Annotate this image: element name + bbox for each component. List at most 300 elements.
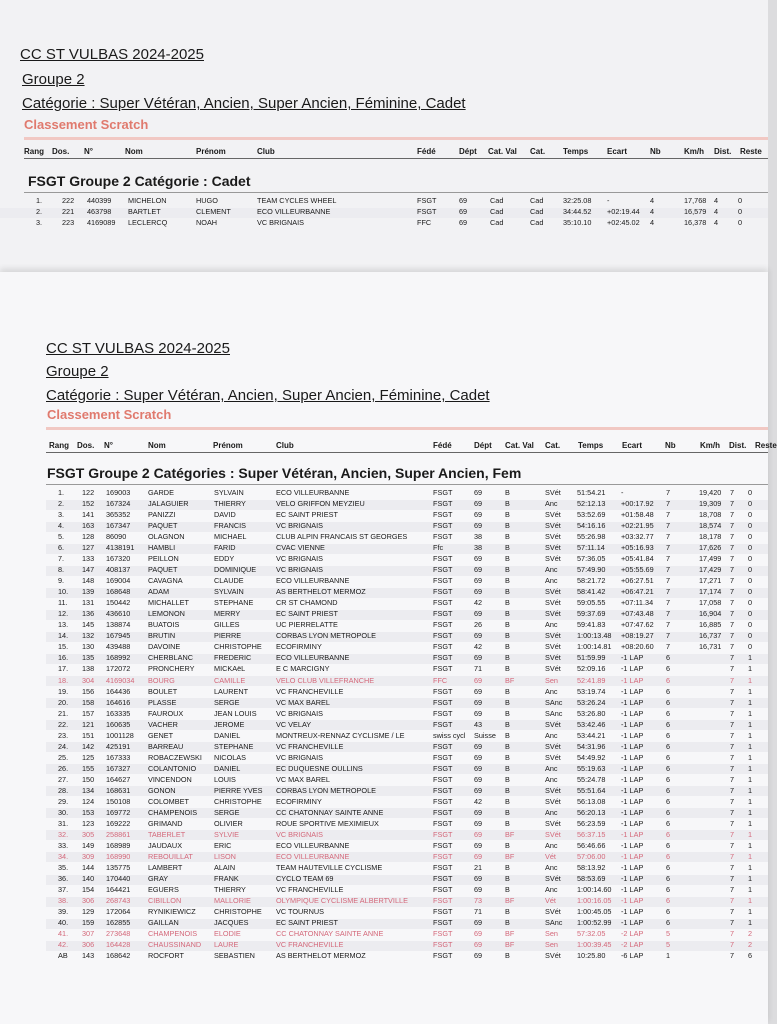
table-cell: VC BRIGNAIS <box>276 521 324 531</box>
table-cell: MICHALLET <box>148 598 189 608</box>
section-title: FSGT Groupe 2 Catégorie : Cadet <box>28 173 251 189</box>
table-cell: GILLES <box>214 620 240 630</box>
table-cell: E C MARCIGNY <box>276 664 330 674</box>
table-cell: FSGT <box>433 752 453 762</box>
table-cell: 365352 <box>106 510 131 520</box>
table-cell: 69 <box>474 587 483 597</box>
table-cell: 16,579 <box>684 207 707 216</box>
table-cell: 6 <box>666 829 671 839</box>
table-cell: B <box>505 752 510 762</box>
table-cell: ROCFORT <box>148 951 184 961</box>
table-cell: 221 <box>62 207 75 216</box>
table-cell: 139 <box>82 587 95 597</box>
table-cell: 169003 <box>106 488 131 497</box>
table-cell: 1. <box>58 488 65 497</box>
sheet-title: CC ST VULBAS 2024-2025 <box>20 46 204 63</box>
table-cell: 58:21.72 <box>577 576 606 586</box>
column-header: Cat. Val <box>488 147 517 156</box>
table-cell: BOURG <box>148 675 175 685</box>
table-cell: 0 <box>738 218 743 227</box>
table-cell: 1 <box>748 851 753 861</box>
table-cell: CC CHATONNAY SAINTE ANNE <box>276 929 384 939</box>
table-cell: CLEMENT <box>196 207 231 216</box>
table-cell: +08:19.27 <box>621 631 654 641</box>
table-cell: 7 <box>730 653 735 663</box>
table-cell: ALAIN <box>214 863 236 873</box>
table-cell: 306 <box>82 940 95 950</box>
table-cell: 7 <box>666 587 671 597</box>
table-cell: 57:36.05 <box>577 554 606 564</box>
table-cell: 0 <box>748 510 753 520</box>
table-cell: 7 <box>730 510 735 520</box>
table-cell: 39. <box>58 907 69 917</box>
table-cell: 16,904 <box>699 609 722 619</box>
table-cell: SVét <box>545 907 561 917</box>
table-cell: 6 <box>666 752 671 762</box>
table-cell: SYLVAIN <box>214 587 244 597</box>
column-header: Cat. <box>545 441 561 450</box>
table-cell: -1 LAP <box>621 697 644 707</box>
table-row <box>0 565 768 576</box>
table-cell: 4. <box>58 521 65 531</box>
table-cell: 6 <box>748 951 753 961</box>
table-cell: 1 <box>748 686 753 696</box>
table-cell: 0 <box>748 565 753 575</box>
table-cell: 144 <box>82 863 95 873</box>
table-cell: SYLVAIN <box>214 488 244 497</box>
table-cell: 36. <box>58 874 69 884</box>
table-cell: CC CHATONNAY SAINTE ANNE <box>276 807 384 817</box>
table-cell: EC SAINT PRIEST <box>276 609 338 619</box>
table-cell: 69 <box>474 697 483 707</box>
table-cell: B <box>505 719 510 729</box>
table-cell: B <box>505 664 510 674</box>
table-cell: 7 <box>730 818 735 828</box>
column-header: Dos. <box>77 441 95 450</box>
table-cell: SVét <box>545 752 561 762</box>
table-cell: 21. <box>58 708 69 718</box>
table-cell: VC MAX BAREL <box>276 774 330 784</box>
table-cell: B <box>505 807 510 817</box>
table-cell: BARREAU <box>148 741 184 751</box>
table-cell: EC DUQUESNE OULLINS <box>276 763 363 773</box>
table-cell: 7 <box>666 488 671 497</box>
table-cell: B <box>505 918 510 928</box>
table-cell: CAMILLE <box>214 675 246 685</box>
table-row <box>0 653 768 664</box>
table-cell: FSGT <box>433 851 453 861</box>
table-cell: CVAC VIENNE <box>276 543 325 553</box>
table-cell: 7 <box>730 940 735 950</box>
table-cell: ERIC <box>214 840 232 850</box>
table-cell: ECO VILLEURBANNE <box>276 488 350 497</box>
table-cell: -1 LAP <box>621 752 644 762</box>
table-cell: 1 <box>748 796 753 806</box>
table-cell: Cad <box>490 218 504 227</box>
table-cell: MICHELON <box>128 196 167 205</box>
table-cell: MICKAëL <box>214 664 246 674</box>
table-cell: 7 <box>666 510 671 520</box>
table-cell: CLAUDE <box>214 576 244 586</box>
table-cell: FSGT <box>433 708 453 718</box>
table-row <box>0 720 768 731</box>
ranking-subtitle: Classement Scratch <box>24 117 149 132</box>
table-row <box>0 609 768 620</box>
table-cell: THIERRY <box>214 885 246 895</box>
table-cell: PAQUET <box>148 521 178 531</box>
table-cell: 1 <box>748 896 753 906</box>
table-cell: 42. <box>58 940 69 950</box>
table-cell: ROUE SPORTIVE MEXIMIEUX <box>276 818 379 828</box>
table-cell: 6 <box>666 774 671 784</box>
table-cell: 1. <box>36 196 43 205</box>
table-cell: B <box>505 576 510 586</box>
table-cell: FRANCIS <box>214 521 247 531</box>
table-cell: BF <box>505 829 515 839</box>
table-cell: 7 <box>730 807 735 817</box>
table-cell: BARTLET <box>128 207 161 216</box>
table-cell: B <box>505 774 510 784</box>
table-cell: 134 <box>82 785 95 795</box>
table-cell: 1 <box>748 840 753 850</box>
column-header: Fédé <box>417 147 436 156</box>
table-cell: OLAGNON <box>148 532 185 542</box>
table-cell: PANIZZI <box>148 510 176 520</box>
table-cell: 4 <box>714 218 719 227</box>
table-cell: FSGT <box>433 532 453 542</box>
table-cell: 55:26.98 <box>577 532 606 542</box>
table-cell: 0 <box>748 521 753 531</box>
table-row <box>0 543 768 554</box>
table-cell: Anc <box>545 499 558 509</box>
table-cell: 6 <box>666 918 671 928</box>
table-cell: 1 <box>748 719 753 729</box>
table-cell: 0 <box>748 543 753 553</box>
table-cell: ECO VILLEURBANNE <box>276 653 350 663</box>
table-cell: 1 <box>748 752 753 762</box>
column-header: Club <box>276 441 294 450</box>
table-row <box>0 488 768 499</box>
table-cell: 56:23.59 <box>577 818 606 828</box>
table-cell: - <box>607 196 610 205</box>
table-cell: 7 <box>730 521 735 531</box>
table-cell: 1 <box>748 874 753 884</box>
table-cell: PLASSE <box>148 697 177 707</box>
table-cell: 304 <box>82 675 95 685</box>
table-cell: CHAUSSINAND <box>148 940 202 950</box>
table-cell: SVét <box>545 664 561 674</box>
table-cell: 4 <box>714 207 719 216</box>
table-cell: 150108 <box>106 796 131 806</box>
table-cell: 69 <box>474 565 483 575</box>
table-cell: 1:00:45.05 <box>577 907 612 917</box>
table-cell: 71 <box>474 907 483 917</box>
table-cell: 25. <box>58 752 69 762</box>
table-cell: 17,768 <box>684 196 707 205</box>
table-cell: 4 <box>714 196 719 205</box>
table-cell: 7 <box>666 543 671 553</box>
table-cell: +07:47.62 <box>621 620 654 630</box>
table-row <box>0 764 768 775</box>
table-cell: +02:45.02 <box>607 218 640 227</box>
group-title: Groupe 2 <box>46 363 109 380</box>
table-cell: 7 <box>730 863 735 873</box>
table-cell: 141 <box>82 510 95 520</box>
table-cell: SVét <box>545 653 561 663</box>
table-cell: 122 <box>82 488 95 497</box>
table-cell: -1 LAP <box>621 763 644 773</box>
table-cell: 167320 <box>106 554 131 564</box>
table-cell: 7 <box>666 554 671 564</box>
table-cell: 1 <box>748 741 753 751</box>
table-cell: -1 LAP <box>621 796 644 806</box>
table-cell: 155 <box>82 763 95 773</box>
table-cell: 7 <box>730 796 735 806</box>
table-cell: Anc <box>545 774 558 784</box>
table-cell: 59:37.69 <box>577 609 606 619</box>
table-cell: VINCENDON <box>148 774 192 784</box>
table-row <box>0 521 768 532</box>
table-cell: 55:51.64 <box>577 785 606 795</box>
table-cell: ECO VILLEURBANNE <box>257 207 331 216</box>
table-cell: 33. <box>58 840 69 850</box>
table-cell: 6 <box>666 730 671 740</box>
table-cell: B <box>505 565 510 575</box>
table-cell: FSGT <box>433 741 453 751</box>
table-cell: 7 <box>730 565 735 575</box>
column-header: Reste <box>755 441 777 450</box>
table-cell: FSGT <box>433 863 453 873</box>
table-cell: 17,499 <box>699 554 722 564</box>
table-cell: 0 <box>738 196 743 205</box>
table-cell: 168642 <box>106 951 131 961</box>
table-cell: 7 <box>666 598 671 608</box>
table-cell: 7 <box>666 565 671 575</box>
table-cell: 35. <box>58 863 69 873</box>
table-cell: 3. <box>36 218 43 227</box>
table-row <box>0 863 768 874</box>
table-row <box>0 786 768 797</box>
table-cell: 273648 <box>106 929 131 939</box>
table-row <box>0 929 768 940</box>
table-cell: 51:59.99 <box>577 653 606 663</box>
table-cell: 168648 <box>106 587 131 597</box>
table-cell: 6 <box>666 653 671 663</box>
table-cell: -1 LAP <box>621 818 644 828</box>
table-cell: 5. <box>58 532 65 542</box>
table-cell: EC SAINT PRIEST <box>276 918 338 928</box>
table-cell: Anc <box>545 863 558 873</box>
table-cell: 69 <box>474 874 483 884</box>
table-cell: 7 <box>730 664 735 674</box>
table-cell: -6 LAP <box>621 951 644 961</box>
table-cell: 69 <box>474 653 483 663</box>
table-cell: SAnc <box>545 918 563 928</box>
table-cell: FSGT <box>433 940 453 950</box>
table-cell: BUATOIS <box>148 620 180 630</box>
table-cell: VC FRANCHEVILLE <box>276 686 344 696</box>
table-cell: 1 <box>748 863 753 873</box>
table-cell: MONTREUX-RENNAZ CYCLISME / LE <box>276 730 405 740</box>
results-sheet-veterans <box>0 272 777 1024</box>
table-cell: 7 <box>730 488 735 497</box>
table-cell: FFC <box>433 675 448 685</box>
category-title: Catégorie : Super Vétéran, Ancien, Super Ancien, Féminine, Cadet <box>22 95 466 112</box>
table-cell: VC VELAY <box>276 719 312 729</box>
table-cell: 53:19.74 <box>577 686 606 696</box>
table-cell: 58:13.92 <box>577 863 606 873</box>
table-cell: CHRISTOPHE <box>214 796 262 806</box>
table-cell: 35:10.10 <box>563 218 592 227</box>
table-cell: ECO VILLEURBANNE <box>276 840 350 850</box>
table-cell: 156 <box>82 686 95 696</box>
table-cell: ADAM <box>148 587 170 597</box>
column-header: Rang <box>49 441 69 450</box>
table-cell: 0 <box>748 631 753 641</box>
table-cell: 169004 <box>106 576 131 586</box>
table-cell: FSGT <box>433 609 453 619</box>
table-cell: 0 <box>748 532 753 542</box>
table-cell: 23. <box>58 730 69 740</box>
table-row <box>0 620 768 631</box>
table-cell: 16,378 <box>684 218 707 227</box>
table-cell: FREDERIC <box>214 653 252 663</box>
table-cell: Sen <box>545 929 558 939</box>
table-cell: 0 <box>748 598 753 608</box>
table-cell: 52:12.13 <box>577 499 606 509</box>
table-cell: - <box>621 488 624 497</box>
table-cell: 222 <box>62 196 75 205</box>
table-row <box>0 709 768 720</box>
column-header: Dos. <box>52 147 70 156</box>
table-cell: B <box>505 885 510 895</box>
table-cell: 4 <box>650 207 655 216</box>
table-cell: 408137 <box>106 565 131 575</box>
table-cell: 0 <box>738 207 743 216</box>
table-cell: 135775 <box>106 863 131 873</box>
column-header: Dist. <box>729 441 747 450</box>
header-divider <box>24 158 768 159</box>
table-cell: 59:41.83 <box>577 620 606 630</box>
table-cell: B <box>505 907 510 917</box>
table-cell: 7 <box>730 885 735 895</box>
table-cell: 0 <box>748 554 753 564</box>
table-row <box>0 775 768 786</box>
table-cell: GRIMAND <box>148 818 183 828</box>
table-cell: UC PIERRELATTE <box>276 620 338 630</box>
table-cell: +01:58.48 <box>621 510 654 520</box>
table-cell: SVét <box>545 719 561 729</box>
table-cell: 16,737 <box>699 631 722 641</box>
table-cell: TEAM CYCLES WHEEL <box>257 196 337 205</box>
table-cell: 69 <box>474 774 483 784</box>
table-cell: FSGT <box>433 774 453 784</box>
table-cell: 154 <box>82 885 95 895</box>
column-header: Reste <box>740 147 762 156</box>
table-cell: 69 <box>474 752 483 762</box>
table-cell: 69 <box>474 576 483 586</box>
table-row <box>0 940 768 951</box>
table-cell: 34:44.52 <box>563 207 592 216</box>
table-cell: ECOFIRMINY <box>276 642 322 652</box>
table-cell: CIBILLON <box>148 896 182 906</box>
table-cell: 125 <box>82 752 95 762</box>
table-cell: 53:26.80 <box>577 708 606 718</box>
table-cell: 7 <box>666 631 671 641</box>
table-row <box>0 918 768 929</box>
table-cell: COLOMBET <box>148 796 189 806</box>
table-cell: CYCLO TEAM 69 <box>276 874 334 884</box>
table-cell: 58:41.42 <box>577 587 606 597</box>
table-cell: 129 <box>82 907 95 917</box>
table-cell: -1 LAP <box>621 741 644 751</box>
table-cell: 2 <box>748 929 753 939</box>
table-cell: 7 <box>730 554 735 564</box>
table-cell: B <box>505 631 510 641</box>
table-cell: 69 <box>459 218 468 227</box>
header-divider <box>46 452 768 453</box>
table-cell: 69 <box>474 885 483 895</box>
table-cell: Anc <box>545 885 558 895</box>
table-cell: 57:32.05 <box>577 929 606 939</box>
table-cell: SVét <box>545 521 561 531</box>
table-cell: GENET <box>148 730 174 740</box>
table-cell: 1 <box>748 708 753 718</box>
table-cell: Anc <box>545 620 558 630</box>
table-cell: 164436 <box>106 686 131 696</box>
table-cell: 69 <box>474 741 483 751</box>
table-cell: SVét <box>545 488 561 497</box>
table-cell: 69 <box>474 807 483 817</box>
table-cell: VELO GRIFFON MEYZIEU <box>276 499 365 509</box>
table-cell: -1 LAP <box>621 829 644 839</box>
table-cell: B <box>505 510 510 520</box>
table-cell: 7 <box>730 587 735 597</box>
table-cell: 6 <box>666 741 671 751</box>
table-cell: GAILLAN <box>148 918 179 928</box>
table-cell: 172064 <box>106 907 131 917</box>
table-cell: EC SAINT PRIEST <box>276 510 338 520</box>
column-header: Dist. <box>714 147 732 156</box>
table-cell: 164421 <box>106 885 131 895</box>
table-cell: -1 LAP <box>621 896 644 906</box>
table-cell: Anc <box>545 730 558 740</box>
table-cell: NICOLAS <box>214 752 247 762</box>
table-cell: 7 <box>730 741 735 751</box>
table-cell: FSGT <box>433 829 453 839</box>
table-cell: -1 LAP <box>621 675 644 685</box>
table-cell: B <box>505 730 510 740</box>
column-header: Temps <box>563 147 589 156</box>
table-cell: 54:16.16 <box>577 521 606 531</box>
table-cell: SVét <box>545 510 561 520</box>
table-cell: 7 <box>666 642 671 652</box>
table-row <box>0 510 768 521</box>
table-cell: 57:11.14 <box>577 543 605 553</box>
table-cell: EDDY <box>214 554 235 564</box>
table-cell: 57:49.90 <box>577 565 606 575</box>
table-row <box>0 207 768 218</box>
table-cell: 7 <box>666 620 671 630</box>
table-row <box>0 841 768 852</box>
table-cell: PRONCHERY <box>148 664 195 674</box>
table-cell: Cad <box>490 207 504 216</box>
table-cell: 0 <box>748 587 753 597</box>
table-cell: 305 <box>82 829 95 839</box>
table-cell: CORBAS LYON METROPOLE <box>276 631 377 641</box>
table-cell: B <box>505 609 510 619</box>
table-cell: 59:05.55 <box>577 598 606 608</box>
